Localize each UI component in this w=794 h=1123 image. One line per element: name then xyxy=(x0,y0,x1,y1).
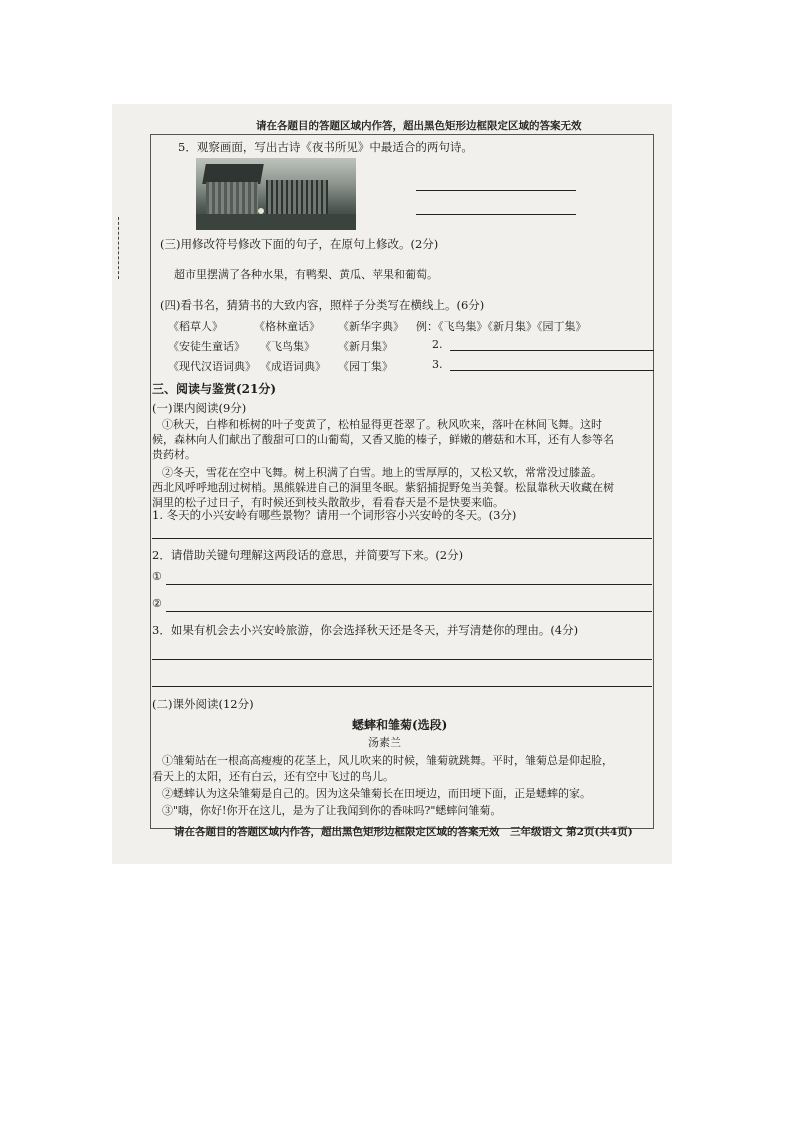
answer-mark-1: ① xyxy=(152,570,162,583)
question-5: 5．观察画面，写出古诗《夜书所见》中最适合的两句诗。 xyxy=(178,140,473,154)
part4-title: (四)看书名，猜猜书的大致内容，照样子分类写在横线上。(6分) xyxy=(160,298,485,312)
q1-answer-line[interactable] xyxy=(152,538,652,539)
part4-answer-line-3[interactable] xyxy=(450,370,654,371)
binding-cut-mark xyxy=(118,217,119,279)
outclass-title: (二)课外阅读(12分) xyxy=(152,697,254,711)
passage-line: ③"嗨，你好!你开在这儿，是为了让我闻到你的香味吗?"蟋蟀问雏菊。 xyxy=(162,804,502,817)
q5-answer-line-1[interactable] xyxy=(416,190,576,191)
inclass-question-1: 1. 冬天的小兴安岭有哪些景物？请用一个词形容小兴安岭的冬天。(3分) xyxy=(152,508,517,522)
header-note: 请在各题目的答题区域内作答，超出黑色矩形边框限定区域的答案无效 xyxy=(256,120,582,132)
inclass-title: (一)课内阅读(9分) xyxy=(152,401,247,415)
inclass-question-2: 2．请借助关键句理解这两段话的意思，并简要写下来。(2分) xyxy=(152,548,464,562)
section3-title: 三、阅读与鉴赏(21分) xyxy=(152,382,277,396)
book-title: 《新月集》 xyxy=(338,340,393,353)
passage-line: 候，森林向人们献出了酸甜可口的山葡萄，又香又脆的榛子，鲜嫩的蘑菇和木耳，还有人参等名 xyxy=(152,433,614,446)
part4-answer-line-2[interactable] xyxy=(450,350,654,351)
footer-page-number: 三年级语文 第2页(共4页) xyxy=(510,826,633,838)
book-title: 《稻草人》 xyxy=(168,320,223,333)
part4-example: 例：《飞鸟集》《新月集》《园丁集》 xyxy=(416,320,587,333)
book-title: 《安徒生童话》 xyxy=(168,340,245,353)
part3-sentence[interactable]: 超市里摆满了各种水果，有鸭梨、黄瓜、苹果和葡萄。 xyxy=(174,268,438,281)
part3-title: (三)用修改符号修改下面的句子，在原句上修改。(2分) xyxy=(160,237,439,251)
passage-line: ②冬天，雪花在空中飞舞。树上积满了白雪。地上的雪厚厚的，又松又软，常常没过膝盖。 xyxy=(162,466,602,479)
book-title: 《新华字典》 xyxy=(338,320,404,333)
article-author: 汤素兰 xyxy=(368,736,401,749)
passage-line: ②蟋蟀认为这朵雏菊是自己的。因为这朵雏菊长在田埂边，而田埂下面，正是蟋蟀的家。 xyxy=(162,787,591,800)
passage-line: 看天上的太阳，还有白云，还有空中飞过的鸟儿。 xyxy=(152,770,394,783)
q5-answer-line-2[interactable] xyxy=(416,214,576,215)
passage-line: 西北风呼呼地刮过树梢。黑熊躲进自己的洞里冬眠。紫貂捕捉野兔当美餐。松鼠靠秋天收藏在树 xyxy=(152,481,614,494)
book-title: 《格林童话》 xyxy=(254,320,320,333)
book-title: 《园丁集》 xyxy=(338,360,393,373)
article-title: 蟋蟀和雏菊(选段) xyxy=(352,718,448,732)
exam-sheet xyxy=(112,104,672,864)
inclass-question-3: 3．如果有机会去小兴安岭旅游，你会选择秋天还是冬天，并写清楚你的理由。(4分) xyxy=(152,623,579,637)
passage-line: ①秋天，白桦和栎树的叶子变黄了，松柏显得更苍翠了。秋风吹来，落叶在林间飞舞。这时 xyxy=(162,418,602,431)
q3-answer-line-2[interactable] xyxy=(152,686,652,687)
q2-answer-line-1[interactable] xyxy=(166,584,652,585)
answer-number: 2. xyxy=(432,338,443,351)
passage-line: 贵药材。 xyxy=(152,448,196,461)
book-title: 《成语词典》 xyxy=(260,360,326,373)
footer-note: 请在各题目的答题区域内作答，超出黑色矩形边框限定区域的答案无效 xyxy=(174,826,500,838)
q3-answer-line-1[interactable] xyxy=(152,659,652,660)
night-scene-illustration xyxy=(196,158,356,230)
passage-line: ①雏菊站在一根高高瘦瘦的花茎上，风儿吹来的时候，雏菊就跳舞。平时，雏菊总是仰起脸， xyxy=(162,754,613,767)
q2-answer-line-2[interactable] xyxy=(166,611,652,612)
book-title: 《现代汉语词典》 xyxy=(168,360,256,373)
answer-number: 3. xyxy=(432,358,443,371)
passage-line: 洞里的松子过日子，有时候还到枝头散散步，看看春天是不是快要来临。 xyxy=(152,496,504,509)
book-title: 《飞鸟集》 xyxy=(260,340,315,353)
answer-mark-2: ② xyxy=(152,597,162,610)
